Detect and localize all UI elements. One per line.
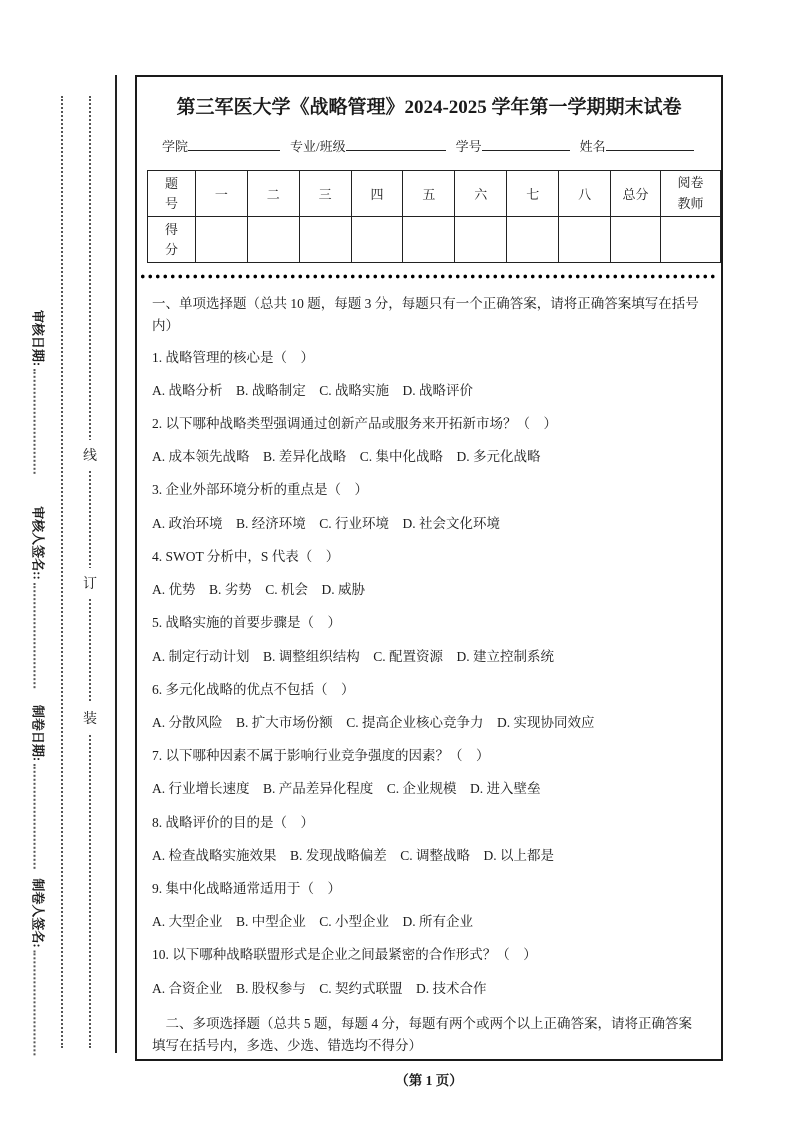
score-col-2: 二 <box>247 171 299 217</box>
question-options: A. 大型企业 B. 中型企业 C. 小型企业 D. 所有企业 <box>152 914 474 930</box>
question-text: 10. 以下哪种战略联盟形式是企业之间最紧密的合作形式？（ ） <box>152 947 537 963</box>
score-table <box>147 170 721 263</box>
score-col-6: 六 <box>455 171 507 217</box>
score-col-4: 四 <box>351 171 403 217</box>
question-text: 9. 集中化战略通常适用于（ ） <box>152 881 341 897</box>
blank-college <box>188 137 280 151</box>
score-cell-empty <box>403 217 455 263</box>
score-cell-empty <box>611 217 661 263</box>
score-cell-empty <box>455 217 507 263</box>
binding-char-zhuang: 装 <box>82 703 98 733</box>
paper-maker-signature-blank <box>34 951 37 1056</box>
score-col-1: 一 <box>195 171 247 217</box>
reviewer-signature-blank <box>34 583 37 688</box>
question-options: A. 行业增长速度 B. 产品差异化程度 C. 企业规模 D. 进入壁垒 <box>152 781 541 797</box>
paper-maker-signature-label: 制卷人签名: <box>30 878 46 948</box>
score-row-header: 得分 <box>148 217 196 263</box>
exam-title: 第三军医大学《战略管理》2024-2025 学年第一学期期末试卷 <box>176 97 682 118</box>
question-number-header: 题号 <box>148 171 196 217</box>
score-cell-empty <box>559 217 611 263</box>
question-options: A. 制定行动计划 B. 调整组织结构 C. 配置资源 D. 建立控制系统 <box>152 648 555 664</box>
score-table-header-row <box>148 171 721 217</box>
question-text: 1. 战略管理的核心是（ ） <box>152 349 314 365</box>
question-options: A. 检查战略实施效果 B. 发现战略偏差 C. 调整战略 D. 以上都是 <box>152 847 555 863</box>
score-cell-empty <box>507 217 559 263</box>
reviewer-signature-block <box>30 506 49 688</box>
student-info-line <box>162 136 703 155</box>
question-options: A. 合资企业 B. 股权参与 C. 契约式联盟 D. 技术合作 <box>152 980 487 996</box>
binding-char-xian: 线 <box>82 440 98 470</box>
blank-major-class <box>346 137 446 151</box>
question-text: 5. 战略实施的首要步骤是（ ） <box>152 615 341 631</box>
score-cell-empty <box>247 217 299 263</box>
field-label-major-class: 专业/班级 <box>290 139 346 154</box>
review-date-block <box>30 310 49 474</box>
review-date-blank <box>34 369 37 474</box>
question-text: 8. 战略评价的目的是（ ） <box>152 814 314 830</box>
blank-student-id <box>482 137 570 151</box>
margin-solid-line <box>115 75 117 1053</box>
page-number: （第 1 页） <box>395 1073 463 1088</box>
score-table-score-row <box>148 217 721 263</box>
score-cell-empty <box>299 217 351 263</box>
question-text: 3. 企业外部环境分析的重点是（ ） <box>152 482 368 498</box>
question-text: 2. 以下哪种战略类型强调通过创新产品或服务来开拓新市场？（ ） <box>152 415 557 431</box>
paper-date-label: 制卷日期: <box>30 704 46 762</box>
score-col-total: 总分 <box>611 171 661 217</box>
reviewer-signature-label: 审核人签名:: <box>30 506 46 580</box>
section1-heading: 一、单项选择题（总共 10 题，每题 3 分，每题只有一个正确答案，请将正确答案填写在括号内） <box>152 296 699 334</box>
blank-name <box>606 137 694 151</box>
score-cell-empty <box>660 217 720 263</box>
paper-maker-signature-block <box>30 878 49 1055</box>
review-date-label: 审核日期: <box>30 309 46 367</box>
paper-date-block <box>30 705 49 869</box>
question-options: A. 成本领先战略 B. 差异化战略 C. 集中化战略 D. 多元化战略 <box>152 449 541 465</box>
exam-content-box <box>135 75 723 1061</box>
binding-char-ding: 订 <box>82 568 98 598</box>
score-col-grader: 阅卷教师 <box>660 171 720 217</box>
question-text: 4. SWOT 分析中，S 代表（ ） <box>152 548 340 564</box>
question-text: 6. 多元化战略的优点不包括（ ） <box>152 681 355 697</box>
section2-heading: 二、多项选择题（总共 5 题，每题 4 分，每题有两个或两个以上正确答案，请将正确答案填写在括号内，多选、少选、错选均不得分） <box>152 1015 692 1054</box>
field-label-name: 姓名 <box>579 139 606 154</box>
question-options: A. 政治环境 B. 经济环境 C. 行业环境 D. 社会文化环境 <box>152 515 501 531</box>
question-text: 7. 以下哪种因素不属于影响行业竞争强度的因素？（ ） <box>152 748 490 764</box>
score-cell-empty <box>351 217 403 263</box>
score-col-8: 八 <box>559 171 611 217</box>
field-label-college: 学院 <box>162 139 189 154</box>
score-col-5: 五 <box>403 171 455 217</box>
score-cell-empty <box>195 217 247 263</box>
paper-date-blank <box>34 764 37 869</box>
question-options: A. 分散风险 B. 扩大市场份额 C. 提高企业核心竞争力 D. 实现协同效应 <box>152 714 595 730</box>
binding-dotted-line-outer <box>61 96 63 1048</box>
field-label-student-id: 学号 <box>455 139 482 154</box>
score-col-3: 三 <box>299 171 351 217</box>
question-options: A. 优势 B. 劣势 C. 机会 D. 威胁 <box>152 582 366 598</box>
score-col-7: 七 <box>507 171 559 217</box>
questions-area <box>137 279 721 1057</box>
question-options: A. 战略分析 B. 战略制定 C. 战略实施 D. 战略评价 <box>152 382 474 398</box>
